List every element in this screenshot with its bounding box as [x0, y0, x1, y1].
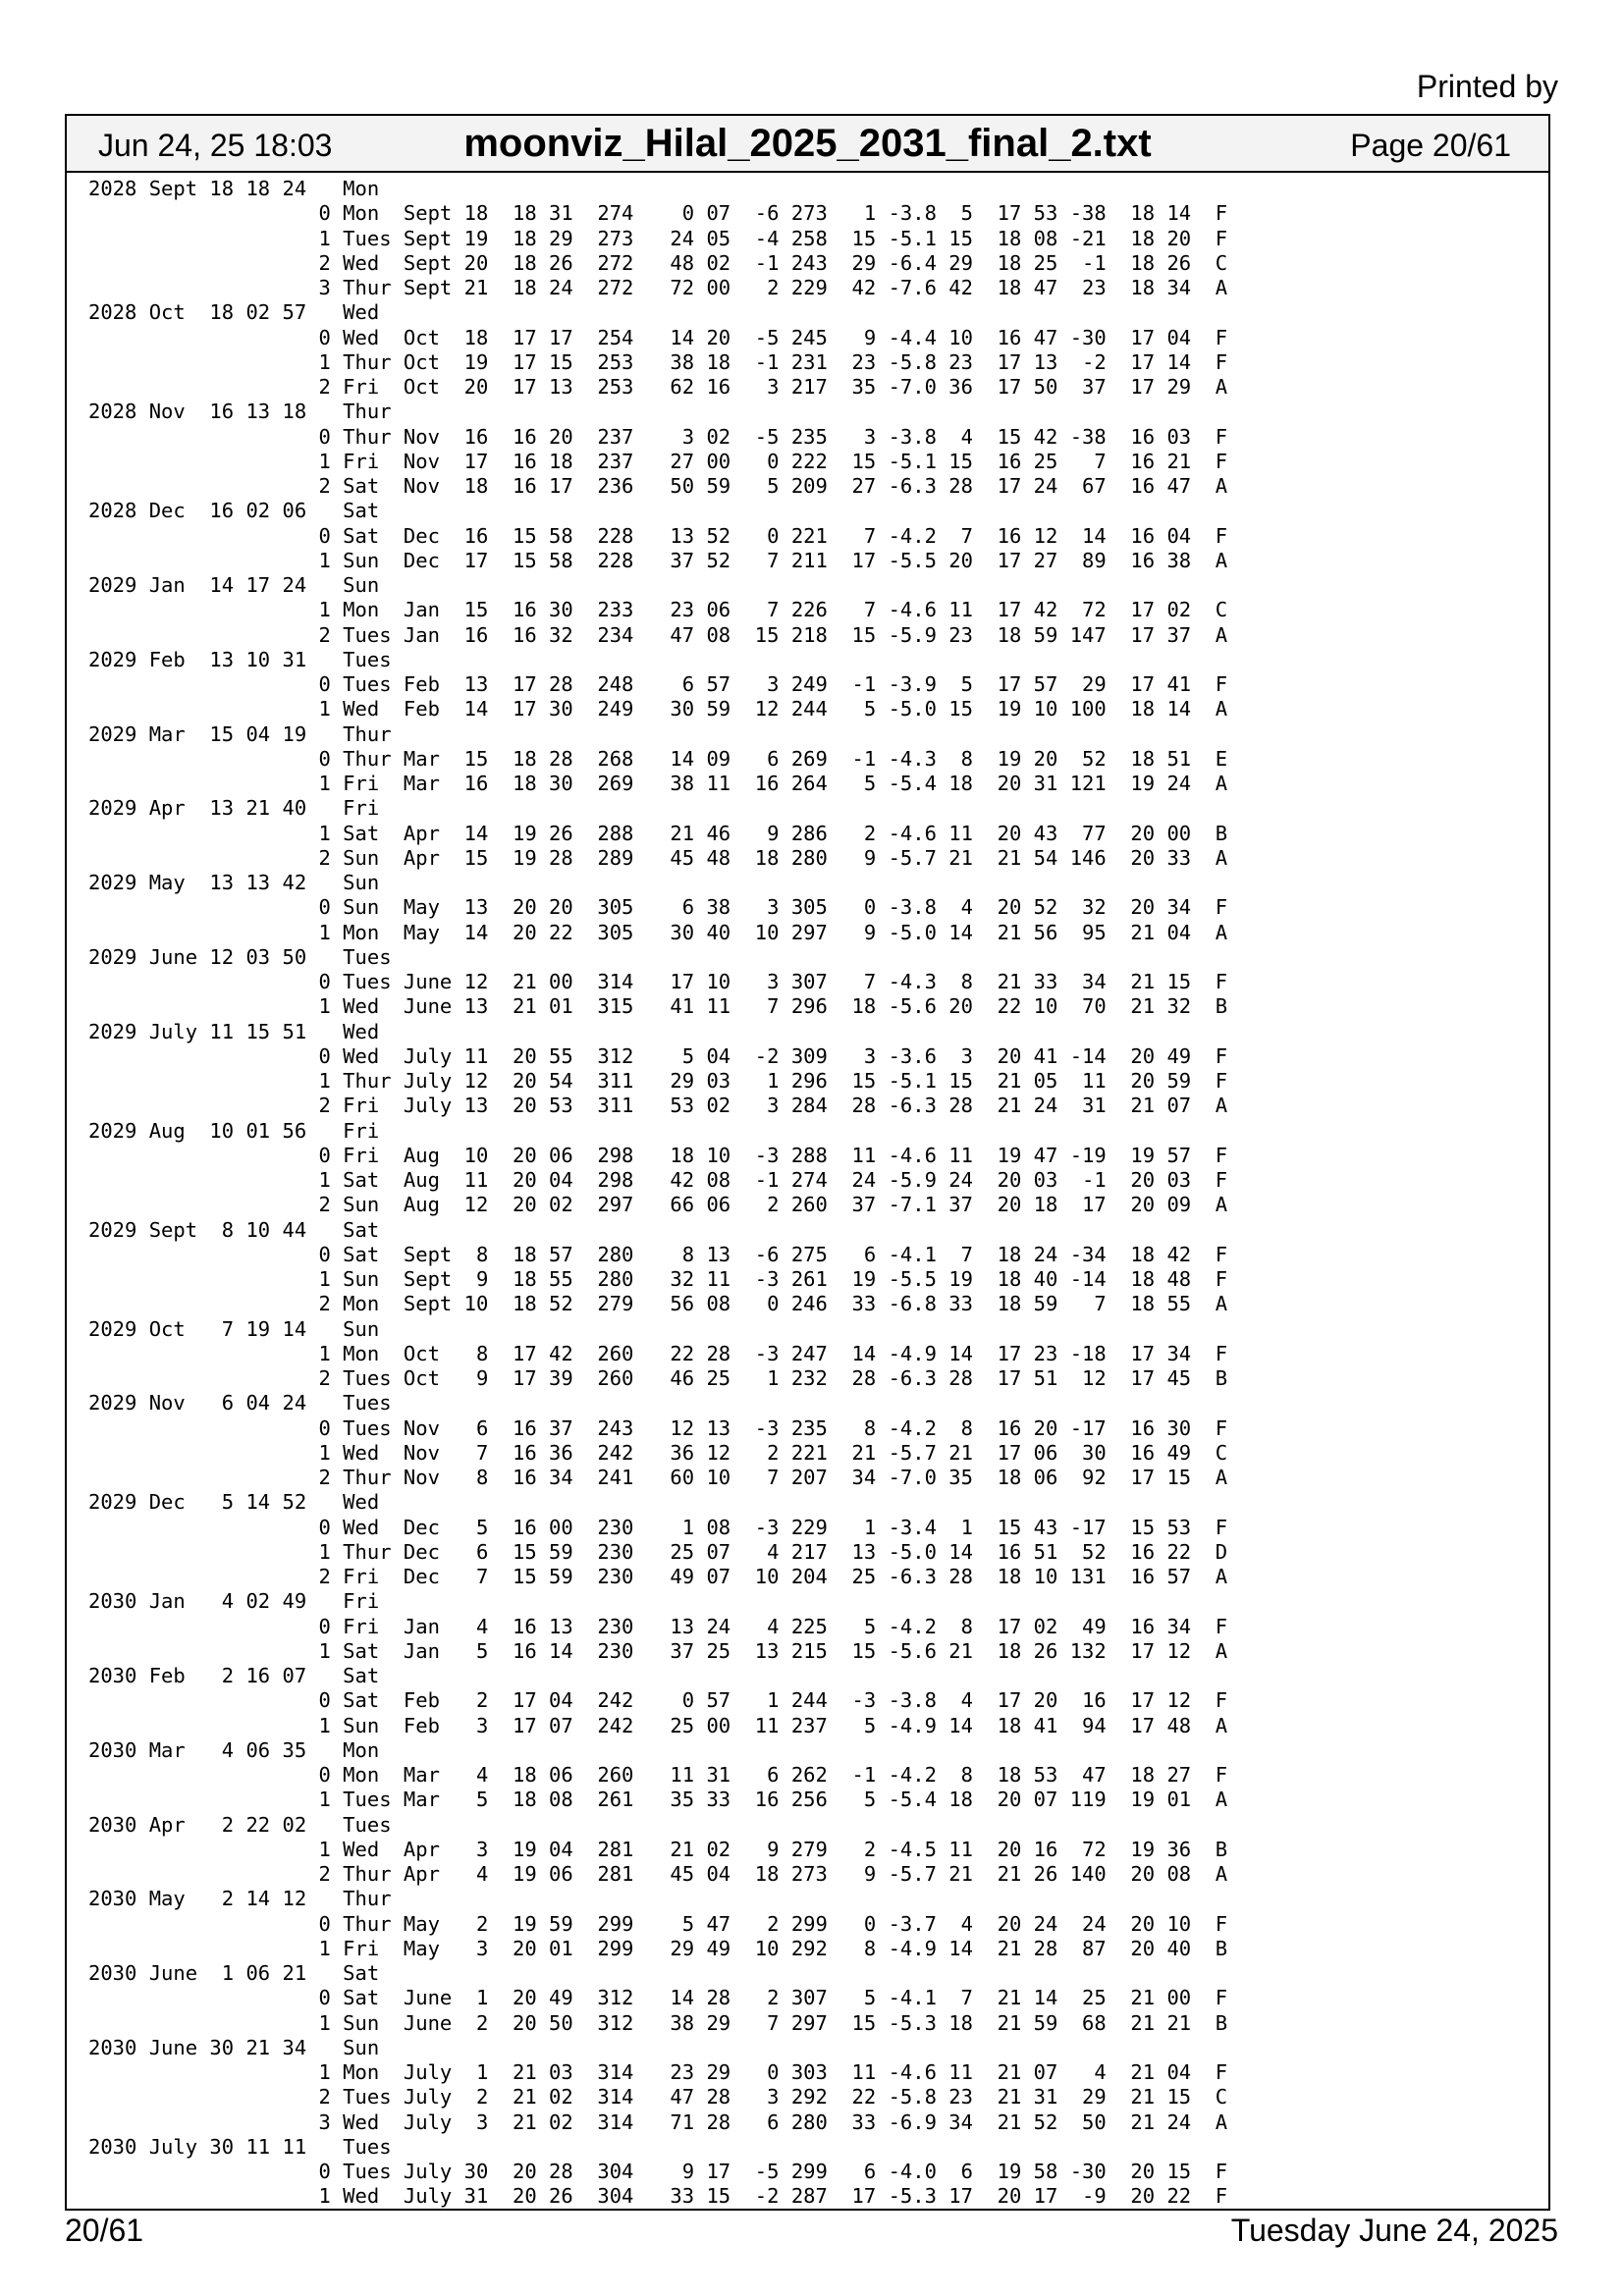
listing-line: 0 Thur May 2 19 59 299 5 47 2 299 0 -3.7 4 20 24 24 20 10 F — [88, 1911, 1228, 1936]
listing-line: 1 Tues Sept 19 18 29 273 24 05 -4 258 15 -5.1 15 18 08 -21 18 20 F — [88, 226, 1228, 250]
listing-line: 1 Fri Mar 16 18 30 269 38 11 16 264 5 -5.4 18 20 31 121 19 24 A — [88, 772, 1228, 795]
listing-line: 2 Fri Dec 7 15 59 230 49 07 10 204 25 -6.3 28 18 10 131 16 57 A — [88, 1565, 1228, 1588]
listing-line: 2029 Mar 15 04 19 Thur — [88, 721, 392, 746]
listing-line: 2 Tues July 2 21 02 314 47 28 3 292 22 -5.8 23 21 31 29 21 15 C — [88, 2085, 1228, 2109]
listing-body — [88, 177, 1542, 2210]
listing-line: 2028 Nov 16 13 18 Thur — [88, 400, 392, 424]
footer-page-number: 20/61 — [65, 2213, 144, 2248]
listing-line: 1 Mon May 14 20 22 305 30 40 10 297 9 -5.0 14 21 56 95 21 04 A — [88, 920, 1228, 944]
listing-line: 1 Sun June 2 20 50 312 38 29 7 297 15 -5.3 18 21 59 68 21 21 B — [88, 2010, 1228, 2035]
listing-line: 2 Thur Apr 4 19 06 281 45 04 18 273 9 -5.7 21 21 26 140 20 08 A — [88, 1862, 1228, 1886]
listing-line: 0 Sat June 1 20 49 312 14 28 2 307 5 -4.1 7 21 14 25 21 00 F — [88, 1986, 1228, 2010]
listing-line: 2029 Aug 10 01 56 Fri — [88, 1118, 380, 1143]
listing-line: 1 Thur Dec 6 15 59 230 25 07 4 217 13 -5.0 14 16 51 52 16 22 D — [88, 1539, 1228, 1564]
listing-line: 2030 June 1 06 21 Sat — [88, 1961, 380, 1985]
listing-line: 0 Thur Nov 16 16 20 237 3 02 -5 235 3 -3.8 4 15 42 -38 16 03 F — [88, 424, 1228, 449]
listing-line: 0 Mon Mar 4 18 06 260 11 31 6 262 -1 -4.2 8 18 53 47 18 27 F — [88, 1763, 1228, 1787]
listing-line: 1 Tues Mar 5 18 08 261 35 33 16 256 5 -5.4 18 20 07 119 19 01 A — [88, 1788, 1228, 1812]
listing-line: 1 Thur July 12 20 54 311 29 03 1 296 15 -5.1 15 21 05 11 20 59 F — [88, 1069, 1228, 1093]
listing-line: 1 Mon July 1 21 03 314 23 29 0 303 11 -4.6 11 21 07 4 21 04 F — [88, 2060, 1228, 2084]
listing-line: 1 Sat Aug 11 20 04 298 42 08 -1 274 24 -5.9 24 20 03 -1 20 03 F — [88, 1168, 1228, 1192]
file-title: moonviz_Hilal_2025_2031_final_2.txt — [463, 122, 1152, 165]
listing-line: 1 Sun Feb 3 17 07 242 25 00 11 237 5 -4.9 14 18 41 94 17 48 A — [88, 1713, 1228, 1737]
listing-line: 1 Wed Feb 14 17 30 249 30 59 12 244 5 -5.0 15 19 10 100 18 14 A — [88, 697, 1228, 721]
listing-line: 2029 May 13 13 42 Sun — [88, 871, 380, 894]
listing-line: 0 Mon Sept 18 18 31 274 0 07 -6 273 1 -3.8 5 17 53 -38 18 14 F — [88, 201, 1228, 226]
listing-line: 0 Wed Dec 5 16 00 230 1 08 -3 229 1 -3.4 1 15 43 -17 15 53 F — [88, 1515, 1228, 1539]
listing-line: 2028 Oct 18 02 57 Wed — [88, 300, 380, 325]
footer-date: Tuesday June 24, 2025 — [1230, 2213, 1558, 2248]
listing-line: 0 Tues Nov 6 16 37 243 12 13 -3 235 8 -4.2 8 16 20 -17 16 30 F — [88, 1415, 1228, 1440]
listing-line: 1 Mon Jan 15 16 30 233 23 06 7 226 7 -4.6 11 17 42 72 17 02 C — [88, 598, 1228, 622]
listing-line: 2029 Apr 13 21 40 Fri — [88, 796, 380, 821]
listing-line: 0 Thur Mar 15 18 28 268 14 09 6 269 -1 -4.3 8 19 20 52 18 51 E — [88, 746, 1228, 771]
listing-line: 2029 Oct 7 19 14 Sun — [88, 1316, 380, 1341]
listing-line: 3 Wed July 3 21 02 314 71 28 6 280 33 -6.9 34 21 52 50 21 24 A — [88, 2109, 1228, 2134]
printed-by-label: Printed by — [1416, 69, 1558, 104]
listing-line: 2 Wed Sept 20 18 26 272 48 02 -1 243 29 -6.4 29 18 25 -1 18 26 C — [88, 250, 1228, 275]
listing-line: 2030 June 30 21 34 Sun — [88, 2035, 380, 2059]
listing-line: 3 Thur Sept 21 18 24 272 72 00 2 229 42 -7.6 42 18 47 23 18 34 A — [88, 276, 1228, 299]
listing-line: 2 Tues Oct 9 17 39 260 46 25 1 232 28 -6.3 28 17 51 12 17 45 B — [88, 1366, 1228, 1390]
page-frame — [65, 114, 1550, 2211]
listing-line: 2029 Jan 14 17 24 Sun — [88, 573, 380, 597]
listing-line: 1 Wed July 31 20 26 304 33 15 -2 287 17 -5.3 17 20 17 -9 20 22 F — [88, 2184, 1228, 2209]
listing-line: 0 Fri Jan 4 16 13 230 13 24 4 225 5 -4.2 8 17 02 49 16 34 F — [88, 1614, 1228, 1638]
listing-line: 2029 Feb 13 10 31 Tues — [88, 647, 392, 671]
listing-line: 1 Wed Nov 7 16 36 242 36 12 2 221 21 -5.7 21 17 06 30 16 49 C — [88, 1440, 1228, 1465]
listing-line: 2 Mon Sept 10 18 52 279 56 08 0 246 33 -6.8 33 18 59 7 18 55 A — [88, 1292, 1228, 1316]
listing-line: 2030 Jan 4 02 49 Fri — [88, 1589, 380, 1614]
listing-line: 1 Sun Sept 9 18 55 280 32 11 -3 261 19 -5.5 19 18 40 -14 18 48 F — [88, 1267, 1228, 1291]
listing-line: 0 Wed July 11 20 55 312 5 04 -2 309 3 -3.6 3 20 41 -14 20 49 F — [88, 1043, 1228, 1068]
listing-line: 2 Fri Oct 20 17 13 253 62 16 3 217 35 -7.0 36 17 50 37 17 29 A — [88, 375, 1228, 399]
listing-line: 0 Sat Sept 8 18 57 280 8 13 -6 275 6 -4.1 7 18 24 -34 18 42 F — [88, 1242, 1228, 1266]
listing-line: 2030 Feb 2 16 07 Sat — [88, 1664, 380, 1687]
listing-line: 2 Sun Aug 12 20 02 297 66 06 2 260 37 -7.1 37 20 18 17 20 09 A — [88, 1193, 1228, 1217]
listing-line: 2029 Dec 5 14 52 Wed — [88, 1490, 380, 1515]
listing-line: 0 Sat Feb 2 17 04 242 0 57 1 244 -3 -3.8 4 17 20 16 17 12 F — [88, 1688, 1228, 1713]
header-page-number: Page 20/61 — [1350, 128, 1511, 163]
listing-line: 2028 Sept 18 18 24 Mon — [88, 177, 380, 200]
listing-line: 1 Wed June 13 21 01 315 41 11 7 296 18 -5.6 20 22 10 70 21 32 B — [88, 994, 1228, 1019]
listing-line: 0 Sat Dec 16 15 58 228 13 52 0 221 7 -4.2 7 16 12 14 16 04 F — [88, 523, 1228, 548]
listing-line: 1 Fri Nov 17 16 18 237 27 00 0 222 15 -5.1 15 16 25 7 16 21 F — [88, 449, 1228, 473]
listing-line: 1 Sun Dec 17 15 58 228 37 52 7 211 17 -5.5 20 17 27 89 16 38 A — [88, 548, 1228, 572]
listing-line: 0 Sun May 13 20 20 305 6 38 3 305 0 -3.8 4 20 52 32 20 34 F — [88, 895, 1228, 920]
listing-line: 2 Thur Nov 8 16 34 241 60 10 7 207 34 -7.0 35 18 06 92 17 15 A — [88, 1466, 1228, 1489]
listing-line: 2029 Nov 6 04 24 Tues — [88, 1391, 392, 1415]
listing-line: 2029 Sept 8 10 44 Sat — [88, 1217, 380, 1242]
listing-line: 2028 Dec 16 02 06 Sat — [88, 499, 380, 523]
listing-line: 2030 Mar 4 06 35 Mon — [88, 1737, 380, 1762]
listing-line: 1 Wed Apr 3 19 04 281 21 02 9 279 2 -4.5 11 20 16 72 19 36 B — [88, 1837, 1228, 1861]
listing-line: 2 Fri July 13 20 53 311 53 02 3 284 28 -6.3 28 21 24 31 21 07 A — [88, 1094, 1228, 1118]
listing-line: 2030 Apr 2 22 02 Tues — [88, 1812, 392, 1837]
listing-line: 0 Wed Oct 18 17 17 254 14 20 -5 245 9 -4.4 10 16 47 -30 17 04 F — [88, 325, 1228, 349]
listing-line: 0 Fri Aug 10 20 06 298 18 10 -3 288 11 -4.6 11 19 47 -19 19 57 F — [88, 1143, 1228, 1167]
page-header — [67, 116, 1548, 173]
listing-line: 1 Mon Oct 8 17 42 260 22 28 -3 247 14 -4.9 14 17 23 -18 17 34 F — [88, 1341, 1228, 1365]
listing-line: 1 Sat Apr 14 19 26 288 21 46 9 286 2 -4.6 11 20 43 77 20 00 B — [88, 821, 1228, 845]
listing-line: 0 Tues June 12 21 00 314 17 10 3 307 7 -4.3 8 21 33 34 21 15 F — [88, 970, 1228, 993]
listing-line: 2030 May 2 14 12 Thur — [88, 1887, 392, 1911]
listing-line: 2 Sat Nov 18 16 17 236 50 59 5 209 27 -6.3 28 17 24 67 16 47 A — [88, 474, 1228, 498]
listing-line: 2030 July 30 11 11 Tues — [88, 2134, 392, 2159]
listing-line: 0 Tues Feb 13 17 28 248 6 57 3 249 -1 -3.9 5 17 57 29 17 41 F — [88, 672, 1228, 696]
listing-line: 1 Sat Jan 5 16 14 230 37 25 13 215 15 -5.6 21 18 26 132 17 12 A — [88, 1638, 1228, 1663]
listing-line: 2029 July 11 15 51 Wed — [88, 1019, 380, 1043]
header-date: Jun 24, 25 18:03 — [98, 128, 333, 163]
listing-line: 2 Sun Apr 15 19 28 289 45 48 18 280 9 -5.7 21 21 54 146 20 33 A — [88, 845, 1228, 870]
listing-line: 1 Thur Oct 19 17 15 253 38 18 -1 231 23 -5.8 23 17 13 -2 17 14 F — [88, 349, 1228, 374]
listing-line: 1 Fri May 3 20 01 299 29 49 10 292 8 -4.9 14 21 28 87 20 40 B — [88, 1936, 1228, 1960]
listing-line: 0 Tues July 30 20 28 304 9 17 -5 299 6 -4.0 6 19 58 -30 20 15 F — [88, 2160, 1228, 2183]
listing-line: 2029 June 12 03 50 Tues — [88, 944, 392, 969]
listing-line: 2 Tues Jan 16 16 32 234 47 08 15 218 15 -5.9 23 18 59 147 17 37 A — [88, 622, 1228, 647]
